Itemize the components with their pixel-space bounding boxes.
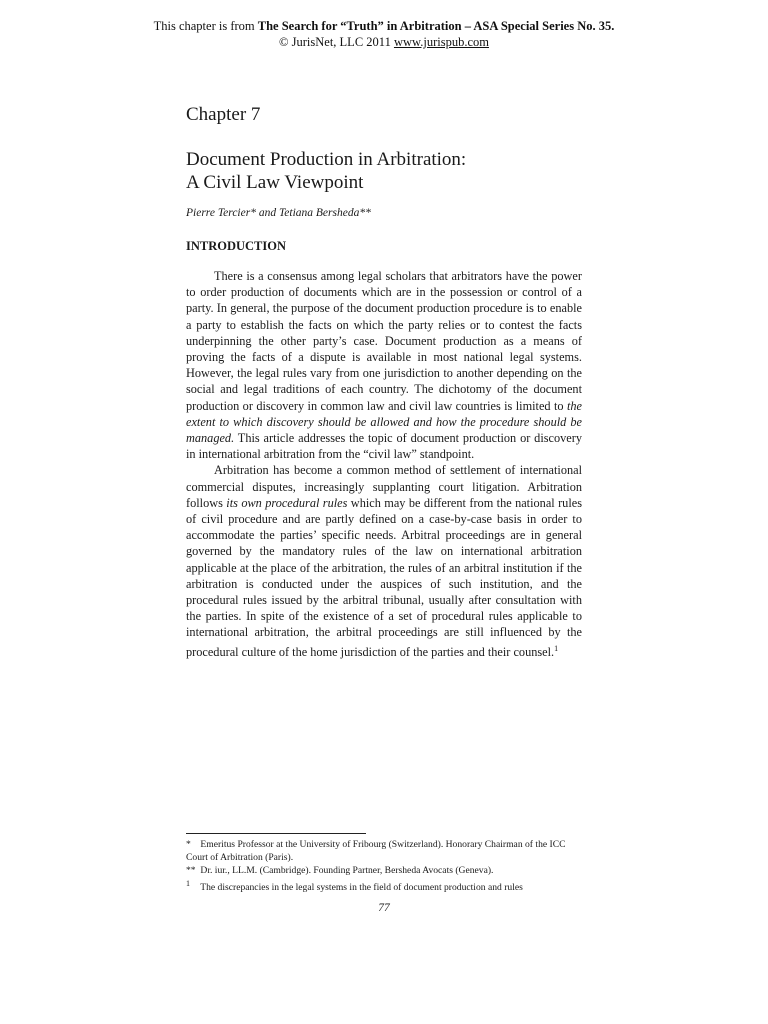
footnote-mark: ** [186, 865, 196, 876]
paragraph-2 [186, 462, 582, 660]
chapter-title [186, 148, 582, 194]
section-heading: INTRODUCTION [186, 239, 287, 253]
paragraph-2-italic: its own procedural rules [226, 495, 348, 510]
chapter-label: Chapter 7 [186, 104, 261, 125]
footnote-text: Emeritus Professor at the University of Fribourg (Switzerland). Honorary Chairman of the ICC Court of Arbitration (Paris). [186, 839, 566, 863]
footnote-mark: 1 [186, 879, 190, 888]
footnotes [186, 838, 582, 894]
header-prefix: This chapter is from [153, 19, 258, 33]
page-number: 77 [378, 902, 390, 914]
paragraph-1-italic: the extent to which discovery should be allowed and how the procedure should be managed. [186, 398, 582, 446]
footnote [186, 877, 582, 894]
paragraph-2-text-a: Arbitration has become a common method of settlement of international commercial disputes, increasingly supplanting court litigation. Arbitration follows [186, 463, 582, 510]
footnote-divider [186, 833, 366, 834]
header-line-2 [0, 34, 768, 50]
footnote [186, 838, 582, 864]
title-line-1: Document Production in Arbitration: [186, 149, 467, 170]
footnote-ref-1[interactable]: 1 [554, 643, 559, 653]
body-text [186, 268, 582, 660]
paragraph-1 [186, 268, 582, 462]
paragraph-1-text-b: This article addresses the topic of document production or discovery in international arbitration from the “civil law” standpoint. [186, 431, 582, 462]
footnote-text: The discrepancies in the legal systems in the field of document production and rules [200, 882, 523, 894]
footnote-text: Dr. iur., LL.M. (Cambridge). Founding Partner, Bersheda Avocats (Geneva). [200, 865, 494, 876]
footnote [186, 864, 582, 877]
source-header [0, 18, 768, 50]
paragraph-2-text-b: which may be different from the national rules of civil procedure and are partly defined on a case-by-case basis in order to accommodate the parties’ specific needs. Arbitral proceedings are in general governed by the mandatory rules of the law on international arbitration applicable at the place of the arbitration, the rules of an arbitral institution if the arbitration is conducted under the auspices of such institution, and the procedural rules issued by the arbitral tribunal, usually after consultation with the parties. In spite of the existence of a set of procedural rules applicable to international arbitration, the arbitral proceedings are still influenced by the procedural culture of the home jurisdiction of the parties and their counsel. [186, 495, 582, 659]
publisher-link[interactable]: www.jurispub.com [393, 35, 489, 49]
header-line-1 [0, 18, 768, 34]
header-book-title: The Search for “Truth” in Arbitration – ASA Special Series No. 35. [257, 19, 615, 33]
title-line-2: A Civil Law Viewpoint [186, 172, 364, 193]
paragraph-1-text-a: There is a consensus among legal scholars that arbitrators have the power to order production of documents which are in the possession or control of a party. In general, the purpose of the document production procedure is to enable a party to establish the facts on which the party relies or to contest the facts underpinning the other party’s case. Document production as a means of proving the facts of a dispute is available in most national legal systems. However, the legal rules vary from one jurisdiction to another depending on the social and legal traditions of each country. The dichotomy of the document production or discovery in common law and civil law countries is limited to [186, 269, 582, 413]
footnote-mark: * [186, 839, 191, 850]
authors: Pierre Tercier* and Tetiana Bersheda** [186, 207, 371, 219]
header-copyright: © JurisNet, LLC 2011 [279, 35, 394, 49]
